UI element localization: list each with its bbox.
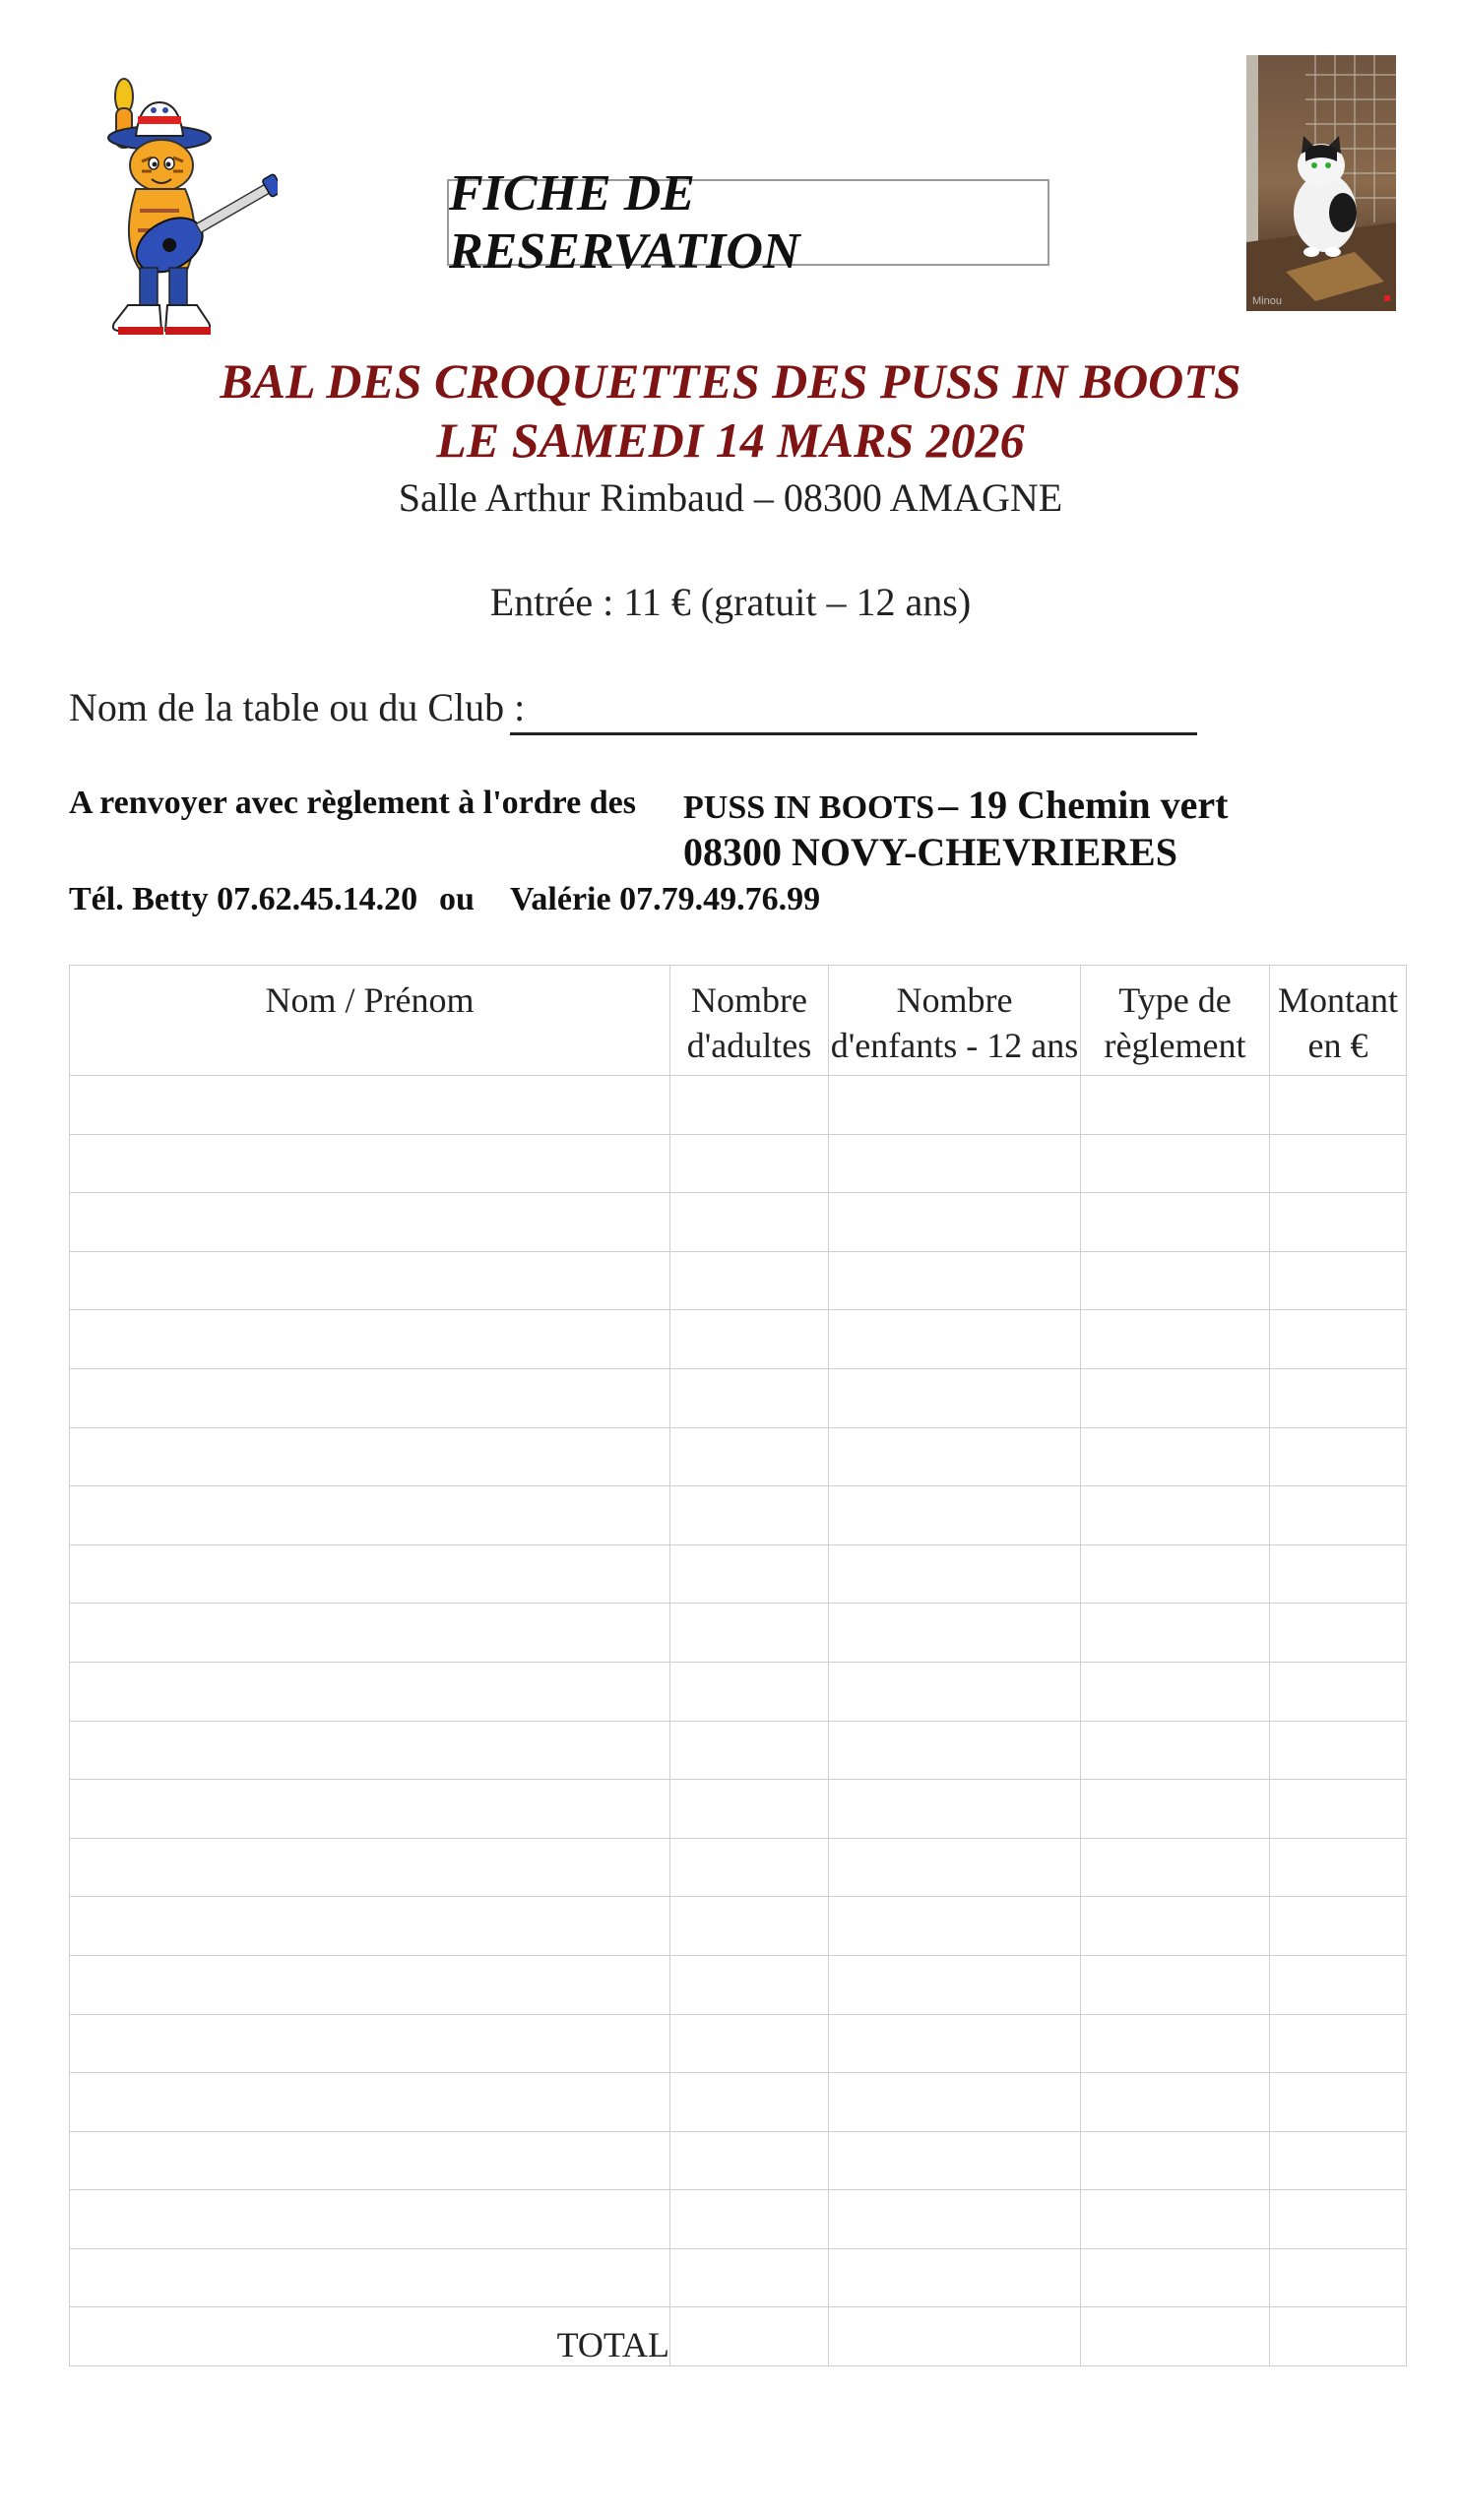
total-row <box>70 2307 1407 2366</box>
cat-photo <box>1246 55 1396 311</box>
or-label: ou <box>439 881 475 917</box>
children-cell[interactable] <box>829 1427 1081 1486</box>
adults-cell[interactable] <box>670 1604 829 1663</box>
name-cell[interactable] <box>70 1838 670 1897</box>
table-row <box>70 1838 1407 1897</box>
adults-cell[interactable] <box>670 1486 829 1545</box>
adults-cell[interactable] <box>670 1193 829 1252</box>
col-header-name: Nom / Prénom <box>70 966 670 1076</box>
name-cell[interactable] <box>70 2073 670 2132</box>
name-cell[interactable] <box>70 2190 670 2249</box>
payment-type-cell[interactable] <box>1081 1076 1270 1135</box>
amount-cell[interactable] <box>1270 1955 1407 2014</box>
adults-cell[interactable] <box>670 2073 829 2132</box>
children-cell[interactable] <box>829 1134 1081 1193</box>
amount-cell[interactable] <box>1270 1544 1407 1604</box>
children-cell[interactable] <box>829 1838 1081 1897</box>
amount-cell[interactable] <box>1270 1368 1407 1427</box>
children-cell[interactable] <box>829 1310 1081 1369</box>
amount-cell[interactable] <box>1270 2190 1407 2249</box>
adults-cell[interactable] <box>670 2014 829 2073</box>
children-cell[interactable] <box>829 1780 1081 1839</box>
adults-cell[interactable] <box>670 1721 829 1780</box>
payment-type-cell[interactable] <box>1081 1838 1270 1897</box>
table-row <box>70 1662 1407 1721</box>
payment-type-cell[interactable] <box>1081 1662 1270 1721</box>
table-row <box>70 1193 1407 1252</box>
adults-cell[interactable] <box>670 1251 829 1310</box>
table-row <box>70 2073 1407 2132</box>
name-cell[interactable] <box>70 1604 670 1663</box>
page-title: FICHE DE RESERVATION <box>447 179 1049 266</box>
amount-cell[interactable] <box>1270 1193 1407 1252</box>
amount-cell[interactable] <box>1270 1897 1407 1956</box>
payment-type-cell[interactable] <box>1081 1134 1270 1193</box>
phone-betty: Tél. Betty 07.62.45.14.20 <box>69 881 418 917</box>
adults-cell[interactable] <box>670 1427 829 1486</box>
col-header-payment-type: Type de règlement <box>1081 966 1270 1076</box>
adults-cell[interactable] <box>670 2248 829 2307</box>
table-row <box>70 1544 1407 1604</box>
table-body <box>70 1076 1407 2366</box>
amount-cell[interactable] <box>1270 2131 1407 2190</box>
payment-type-cell[interactable] <box>1081 1193 1270 1252</box>
table-row <box>70 1486 1407 1545</box>
club-name-field[interactable] <box>510 732 1197 735</box>
name-cell[interactable] <box>70 1134 670 1193</box>
total-payment-type-cell[interactable] <box>1081 2307 1270 2366</box>
amount-cell[interactable] <box>1270 1076 1407 1135</box>
adults-cell[interactable] <box>670 1134 829 1193</box>
name-cell[interactable] <box>70 1310 670 1369</box>
phone-valerie: Valérie 07.79.49.76.99 <box>510 881 821 917</box>
cowboy-cat-guitar-icon <box>81 73 278 346</box>
adults-cell[interactable] <box>670 1838 829 1897</box>
name-cell[interactable] <box>70 1193 670 1252</box>
col-header-adults: Nombre d'adultes <box>670 966 829 1076</box>
name-cell[interactable] <box>70 1427 670 1486</box>
children-cell[interactable] <box>829 1368 1081 1427</box>
name-cell[interactable] <box>70 1955 670 2014</box>
payee-address <box>683 782 1229 828</box>
children-cell[interactable] <box>829 2014 1081 2073</box>
payment-type-cell[interactable] <box>1081 1604 1270 1663</box>
name-cell[interactable] <box>70 1721 670 1780</box>
payee-city: 08300 NOVY-CHEVRIERES <box>683 830 1177 874</box>
payment-type-cell[interactable] <box>1081 1427 1270 1486</box>
name-cell[interactable] <box>70 1662 670 1721</box>
children-cell[interactable] <box>829 1076 1081 1135</box>
children-cell[interactable] <box>829 1604 1081 1663</box>
table-row <box>70 1251 1407 1310</box>
children-cell[interactable] <box>829 1662 1081 1721</box>
children-cell[interactable] <box>829 1721 1081 1780</box>
payee-street: – 19 Chemin vert <box>938 783 1229 827</box>
children-cell[interactable] <box>829 2073 1081 2132</box>
total-adults-cell[interactable] <box>670 2307 829 2366</box>
table-row <box>70 2248 1407 2307</box>
club-name-label: Nom de la table ou du Club : <box>69 685 526 729</box>
name-cell[interactable] <box>70 2131 670 2190</box>
table-row <box>70 1955 1407 2014</box>
children-cell[interactable] <box>829 1193 1081 1252</box>
adults-cell[interactable] <box>670 1544 829 1604</box>
amount-cell[interactable] <box>1270 1427 1407 1486</box>
payment-type-cell[interactable] <box>1081 1368 1270 1427</box>
payment-type-cell[interactable] <box>1081 2131 1270 2190</box>
entry-price: Entrée : 11 € (gratuit – 12 ans) <box>489 580 972 624</box>
payment-type-cell[interactable] <box>1081 1486 1270 1545</box>
name-cell[interactable] <box>70 1780 670 1839</box>
send-instructions: A renvoyer avec règlement à l'ordre des <box>69 785 636 821</box>
children-cell[interactable] <box>829 1955 1081 2014</box>
payment-type-cell[interactable] <box>1081 1310 1270 1369</box>
adults-cell[interactable] <box>670 1780 829 1839</box>
table-row <box>70 1604 1407 1663</box>
payment-type-cell[interactable] <box>1081 2014 1270 2073</box>
table-row <box>70 1780 1407 1839</box>
payment-type-cell[interactable] <box>1081 1544 1270 1604</box>
adults-cell[interactable] <box>670 2131 829 2190</box>
table-row <box>70 1721 1407 1780</box>
amount-cell[interactable] <box>1270 1838 1407 1897</box>
event-name: BAL DES CROQUETTES DES PUSS IN BOOTS <box>220 353 1241 409</box>
total-children-cell[interactable] <box>829 2307 1081 2366</box>
name-cell[interactable] <box>70 2248 670 2307</box>
amount-cell[interactable] <box>1270 2014 1407 2073</box>
event-date: LE SAMEDI 14 MARS 2026 <box>436 412 1025 468</box>
children-cell[interactable] <box>829 1251 1081 1310</box>
adults-cell[interactable] <box>670 1662 829 1721</box>
adults-cell[interactable] <box>670 1310 829 1369</box>
children-cell[interactable] <box>829 1486 1081 1545</box>
name-cell[interactable] <box>70 1544 670 1604</box>
children-cell[interactable] <box>829 1544 1081 1604</box>
payment-type-cell[interactable] <box>1081 2073 1270 2132</box>
amount-cell[interactable] <box>1270 1780 1407 1839</box>
payment-type-cell[interactable] <box>1081 1251 1270 1310</box>
amount-cell[interactable] <box>1270 1310 1407 1369</box>
amount-cell[interactable] <box>1270 1721 1407 1780</box>
children-cell[interactable] <box>829 1897 1081 1956</box>
name-cell[interactable] <box>70 1897 670 1956</box>
adults-cell[interactable] <box>670 2190 829 2249</box>
table-row <box>70 1134 1407 1193</box>
table-row <box>70 2014 1407 2073</box>
children-cell[interactable] <box>829 2248 1081 2307</box>
reservation-table <box>69 965 1407 2366</box>
table-row <box>70 1368 1407 1427</box>
table-row <box>70 1427 1407 1486</box>
total-label: TOTAL <box>70 2307 670 2366</box>
amount-cell[interactable] <box>1270 1662 1407 1721</box>
amount-cell[interactable] <box>1270 1486 1407 1545</box>
name-cell[interactable] <box>70 1486 670 1545</box>
table-row <box>70 1310 1407 1369</box>
adults-cell[interactable] <box>670 1955 829 2014</box>
adults-cell[interactable] <box>670 1076 829 1135</box>
table-row <box>70 1897 1407 1956</box>
col-header-amount: Montant en € <box>1270 966 1407 1076</box>
name-cell[interactable] <box>70 1368 670 1427</box>
adults-cell[interactable] <box>670 1368 829 1427</box>
children-cell[interactable] <box>829 2131 1081 2190</box>
col-header-children: Nombre d'enfants - 12 ans <box>829 966 1081 1076</box>
amount-cell[interactable] <box>1270 1251 1407 1310</box>
table-row <box>70 2190 1407 2249</box>
payment-type-cell[interactable] <box>1081 2190 1270 2249</box>
name-cell[interactable] <box>70 2014 670 2073</box>
total-amount-cell[interactable] <box>1270 2307 1407 2366</box>
payment-type-cell[interactable] <box>1081 1897 1270 1956</box>
amount-cell[interactable] <box>1270 1604 1407 1663</box>
table-header-row <box>70 966 1407 1076</box>
payment-type-cell[interactable] <box>1081 1721 1270 1780</box>
table-row <box>70 1076 1407 1135</box>
adults-cell[interactable] <box>670 1897 829 1956</box>
payment-type-cell[interactable] <box>1081 1955 1270 2014</box>
amount-cell[interactable] <box>1270 2073 1407 2132</box>
amount-cell[interactable] <box>1270 1134 1407 1193</box>
amount-cell[interactable] <box>1270 2248 1407 2307</box>
photo-caption: Minou <box>1252 295 1282 307</box>
table-row <box>70 2131 1407 2190</box>
payee-name: PUSS IN BOOTS <box>683 789 935 826</box>
children-cell[interactable] <box>829 2190 1081 2249</box>
name-cell[interactable] <box>70 1251 670 1310</box>
payment-type-cell[interactable] <box>1081 2248 1270 2307</box>
name-cell[interactable] <box>70 1076 670 1135</box>
payment-type-cell[interactable] <box>1081 1780 1270 1839</box>
event-venue: Salle Arthur Rimbaud – 08300 AMAGNE <box>398 475 1063 520</box>
